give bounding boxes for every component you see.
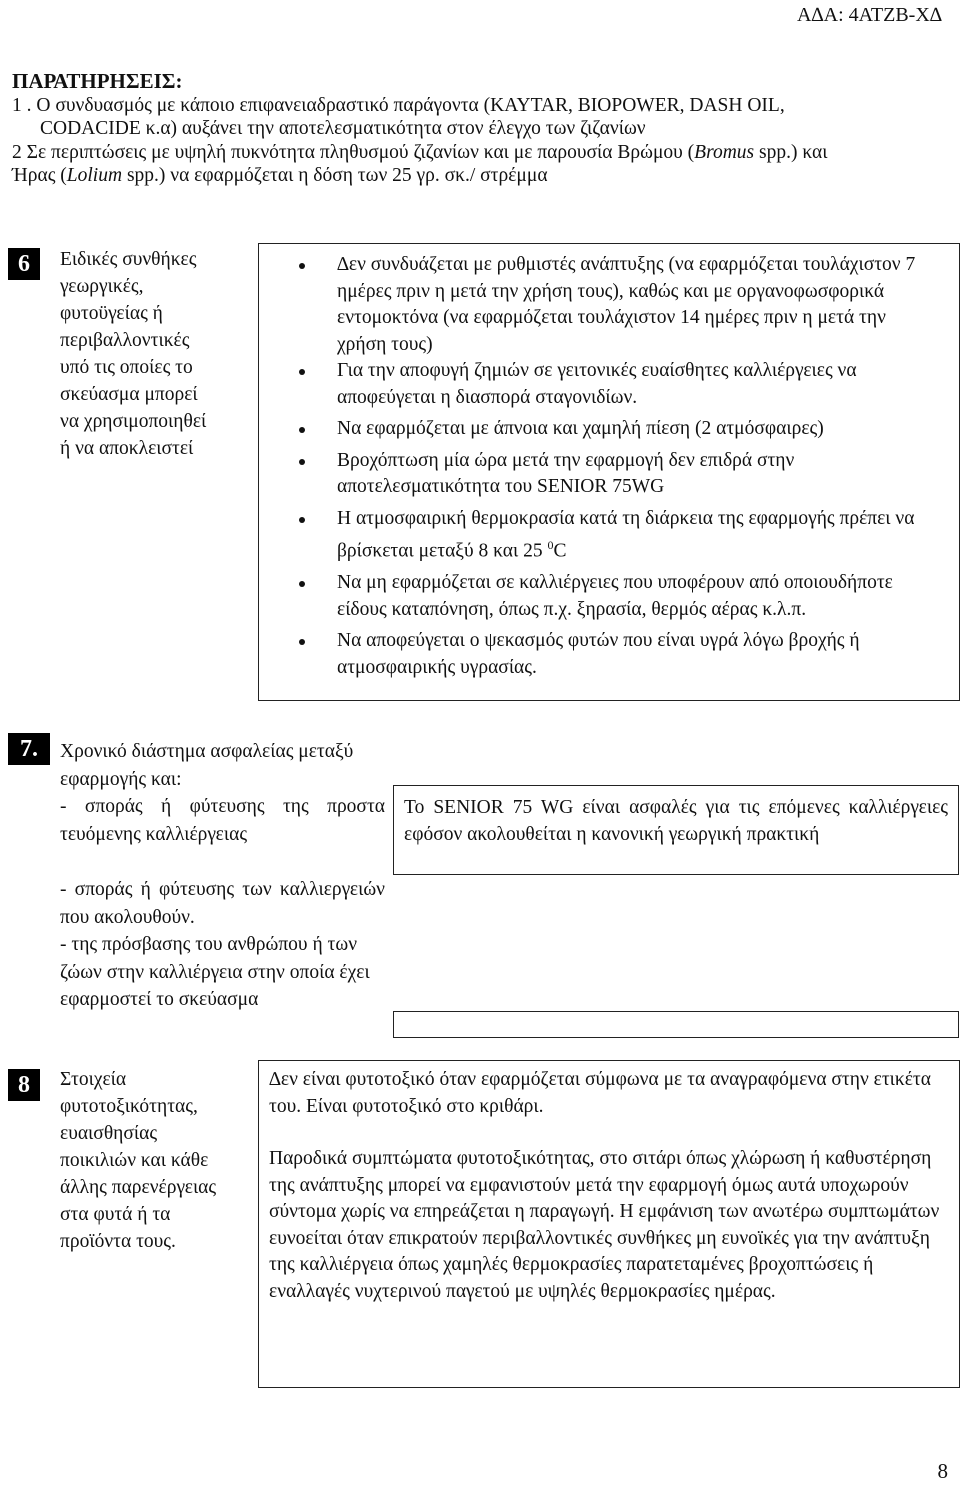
- label-line: ή να αποκλειστεί: [60, 438, 194, 459]
- bullet-text: Η ατμοσφαιρική θερμοκρασία κατά τη διάρκεια της εφαρμογής πρέπει να βρίσκεται μεταξύ 8 και 25: [337, 507, 915, 562]
- label-line: να χρησιμοποιηθεί: [60, 411, 207, 432]
- section-7-intro: Χρονικό διάστημα ασφαλείας μεταξύ εφαρμογής και:: [60, 741, 354, 790]
- ada-code: Α∆Α: 4ΑΤΖΒ-Χ∆: [796, 4, 942, 26]
- bullet-icon: [299, 517, 305, 523]
- note-1-line-b: CODACIDE κ.α) αυξάνει την αποτελεσματικότητα στον έλεγχο των ζιζανίων: [40, 118, 646, 139]
- bullet-icon: [299, 639, 305, 645]
- species-bromus: Bromus: [694, 141, 755, 163]
- bullet-text: Να εφαρμόζεται με άπνοια και χαμηλή πίεση (2 ατμόσφαιρες): [337, 418, 824, 439]
- label-line: περιβαλλοντικές: [60, 330, 190, 351]
- label-line: υπό τις οποίες το: [60, 357, 193, 378]
- bullet-icon: [299, 459, 305, 465]
- section-8-paragraph-1: ∆εν είναι φυτοτοξικό όταν εφαρμόζεται σύμφωνα με τα αναγραφόμενα στην ετικέτα του. Είναι φυτοτοξικό στο κριθάρι.: [269, 1069, 931, 1117]
- list-item: [259, 506, 939, 566]
- note-2-text: Ήρας (: [12, 165, 67, 186]
- bullet-text: Να μη εφαρμόζεται σε καλλιέργειες που υποφέρουν από οποιουδήποτε είδους καταπόνηση, όπως π.χ. ξηρασία, θερμός αέρας κ.λ.π.: [337, 572, 893, 620]
- label-line: γεωργικές,: [60, 276, 144, 297]
- bullet-icon: [299, 369, 305, 375]
- bullet-icon: [299, 581, 305, 587]
- section-7-safety-text: Το SENIOR 75 WG είναι ασφαλές για τις επόμενες καλλιέργειες εφόσον ακολουθείται η κανονική γεωργική πρακτική: [404, 797, 948, 845]
- bullet-text: ∆εν συνδυάζεται με ρυθμιστές ανάπτυξης (να εφαρμόζεται τουλάχιστον 7 ημέρες πριν η μετά την χρήση τους), καθώς και με οργανοφωσφορικά εντομοκτόνα (να εφαρμόζεται τουλάχιστον 14 ημέρες πριν η μετά την χρήση τους): [337, 254, 916, 355]
- section-7-safety-box: [393, 785, 959, 875]
- section-6-label: [60, 246, 250, 462]
- list-item: [259, 252, 939, 358]
- list-item: [259, 570, 939, 623]
- label-line: φυτοϋγείας ή: [60, 303, 163, 324]
- notes-title: ΠΑΡΑΤΗΡΗΣΕΙΣ:: [12, 69, 183, 93]
- section-8-box: [258, 1060, 960, 1388]
- page-number: 8: [937, 1459, 948, 1483]
- bullet-text: Για την αποφυγή ζημιών σε γειτονικές ευαίσθητες καλλιέργειες να αποφεύγεται η διασπορά σταγονιδίων.: [337, 360, 857, 408]
- species-lolium: Lolium: [66, 165, 123, 186]
- note-2-line-a: [12, 141, 947, 165]
- section-6-box: [258, 243, 960, 701]
- label-line: ποικιλιών και κάθε: [60, 1150, 209, 1171]
- section-7-number: 7.: [8, 733, 50, 765]
- note-2-text: spp.) και: [754, 141, 828, 163]
- section-7-empty-box: [393, 1011, 959, 1038]
- bullet-text: Να αποφεύγεται ο ψεκασμός φυτών που είναι υγρά λόγω βροχής ή ατμοσφαιρικής υγρασίας.: [337, 630, 860, 678]
- section-8-paragraph-2: Παροδικά συμπτώματα φυτοτοξικότητας, στο σιτάρι όπως χλώρωση ή καθυστέρηση της ανάπτυξης μπορεί να εμφανιστούν μετά την εφαρμογή όμως αυτά υποχωρούν σύντομα χωρίς να επηρεάζεται η παραγωγή. Η εμφάνιση των ανωτέρω συμπτωμάτων ευνοείται όταν επικρατούν περιβαλλοντικές συνθήκες μη ευνοϊκές για την ανάπτυξη της καλλιέργεια όπως χαμηλές θερμοκρασίες παρατεταμένες βροχοπτώσεις ή εναλλαγές νυχτερινού παγετού με υψηλές θερμοκρασίες ημέρας.: [269, 1148, 940, 1302]
- degree-superscript: 0: [547, 538, 554, 552]
- temperature-unit: C: [553, 540, 567, 562]
- note-2-text: 2 Σε περιπτώσεις με υψηλή πυκνότητα πληθυσμού ζιζανίων και με παρουσία Βρώμου (: [12, 141, 695, 163]
- label-line: Ειδικές συνθήκες: [60, 249, 197, 270]
- list-item: [259, 416, 939, 443]
- note-2-text: spp.) να εφαρμόζεται η δόση των 25 γρ. σκ./ στρέμμα: [122, 165, 548, 186]
- label-line: άλλης παρενέργειας: [60, 1177, 217, 1198]
- label-line: προϊόντα τους.: [60, 1231, 176, 1252]
- list-item: [259, 628, 939, 681]
- bullet-icon: [299, 263, 305, 269]
- label-line: Στοιχεία: [60, 1069, 127, 1090]
- label-line: ευαισθησίας: [60, 1123, 158, 1144]
- label-line: φυτοτοξικότητας,: [60, 1096, 198, 1117]
- section-8-label: [60, 1066, 260, 1255]
- notes-section: [12, 70, 947, 188]
- bullet-text: Βροχόπτωση μία ώρα μετά την εφαρμογή δεν επιδρά στην αποτελεσματικότητα του SENIOR 75WG: [337, 449, 795, 497]
- section-6-number: 6: [8, 248, 40, 280]
- note-2-line-b: [12, 164, 947, 188]
- note-1-line-a: 1 . Ο συνδυασμός με κάποιο επιφανειαδραστικό παράγοντα (KAYTAR, BIOPOWER, DASH OIL,: [12, 94, 785, 116]
- section-7-item-1: - σποράς ή φύτευσης της προστα τευόμενης καλλιέργειας: [60, 796, 385, 845]
- list-item: [259, 358, 939, 411]
- bullet-icon: [299, 427, 305, 433]
- list-item: [259, 448, 939, 501]
- section-7-item-3: - της πρόσβασης του ανθρώπου ή των ζώων στην καλλιέργεια στην οποία έχει εφαρμοστεί το σκεύασμα: [60, 934, 370, 1010]
- label-line: στα φυτά ή τα: [60, 1204, 171, 1225]
- label-line: σκεύασμα μπορεί: [60, 384, 198, 405]
- section-7-item-2: - σποράς ή φύτευσης των καλλιεργειών που ακολουθούν.: [60, 879, 385, 928]
- section-6-bullet-list: [259, 252, 939, 681]
- section-8-number: 8: [8, 1069, 40, 1101]
- section-7-label: [60, 738, 385, 1014]
